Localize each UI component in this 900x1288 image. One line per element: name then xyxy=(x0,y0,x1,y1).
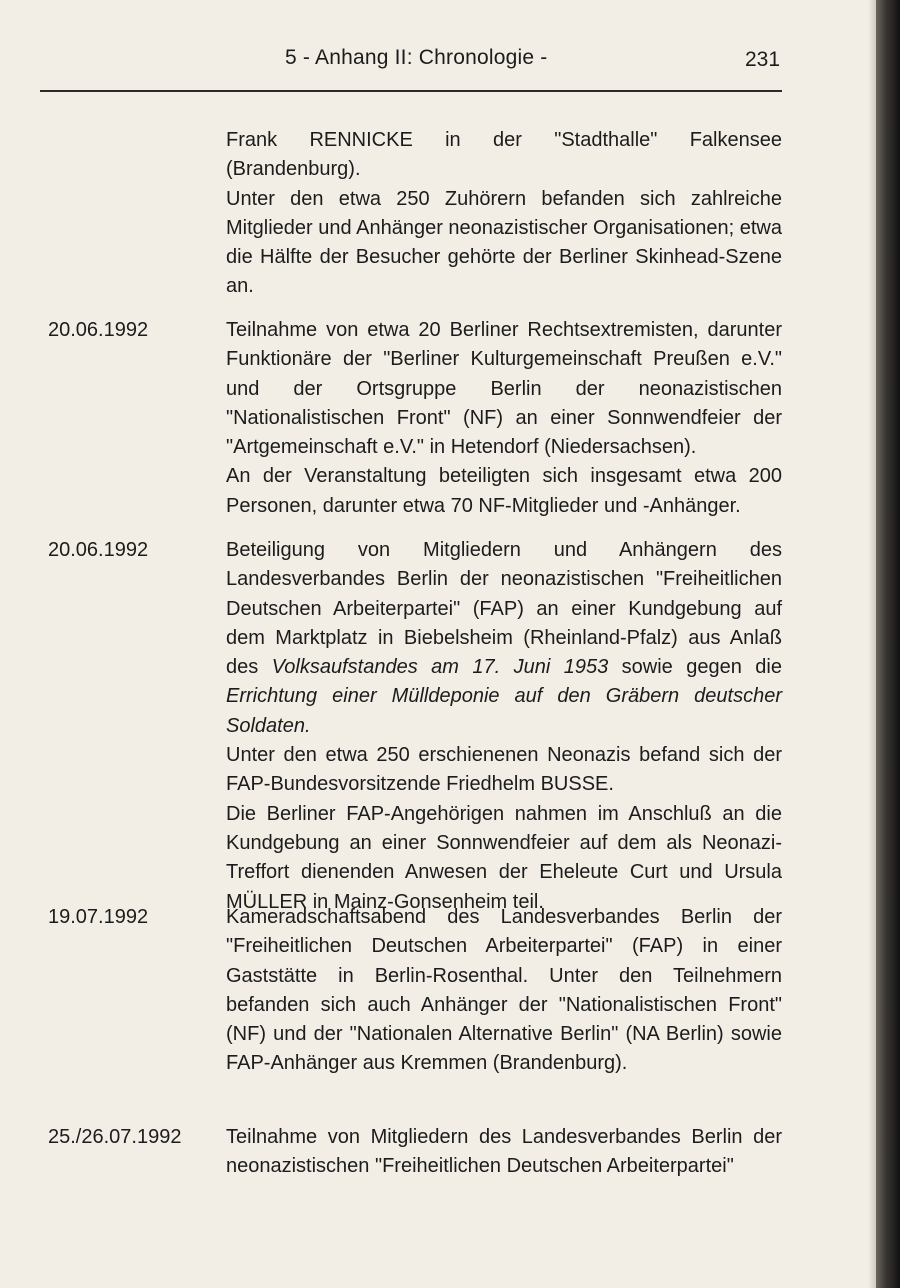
paragraph xyxy=(226,536,782,741)
entry-date: 19.07.1992 xyxy=(48,906,149,928)
running-header-title: 5 - Anhang II: Chronologie - xyxy=(285,46,548,69)
entry-text xyxy=(226,903,782,1079)
book-spine xyxy=(876,0,900,1288)
text-run: Beteiligung von Mitgliedern und Anhängern des Landesverbandes Berlin der neonazistischen "Freiheitlichen Deutschen Arbeiterpartei" (FAP) an einer Kundgebung auf dem Marktplatz in Biebelsheim (Rheinland-Pfalz) aus Anlaß des xyxy=(226,539,782,679)
entry-text-continuation xyxy=(226,126,782,302)
paragraph: Kameradschaftsabend des Landesverbandes Berlin der "Freiheitlichen Deutschen Arbeiterpartei" (FAP) in einer Gaststätte in Berlin-Rosenthal. Unter den Teilnehmern befanden sich auch Anhänger der "Nationalistischen Front" (NF) und der "Nationalen Alternative Berlin" (NA Berlin) sowie FAP-Anhänger aus Kremmen (Brandenburg). xyxy=(226,906,782,1075)
italic-text: Volksaufstandes am 17. Juni 1953 xyxy=(271,656,609,679)
entry-date: 20.06.1992 xyxy=(48,539,149,561)
entry-text xyxy=(226,316,782,521)
entry-text xyxy=(226,536,782,917)
paragraph: Frank RENNICKE in der "Stadthalle" Falkensee (Brandenburg). xyxy=(226,129,782,181)
page-number: 231 xyxy=(745,48,781,71)
entry-date: 25./26.07.1992 xyxy=(48,1126,182,1148)
paragraph: An der Veranstaltung beteiligten sich insgesamt etwa 200 Personen, darunter etwa 70 NF-Mitglieder und -Anhänger. xyxy=(226,465,782,517)
text-run: sowie gegen die xyxy=(621,656,782,679)
page-edge-shadow xyxy=(868,0,876,1288)
paragraph: Die Berliner FAP-Angehörigen nahmen im Anschluß an die Kundgebung an einer Sonnwendfeier auf dem als Neonazi-Treffort dienenden Anwesen der Eheleute Curt und Ursula MÜLLER in Mainz-Gonsenheim teil. xyxy=(226,802,782,913)
header-divider xyxy=(40,90,782,92)
paragraph: Unter den etwa 250 erschienenen Neonazis befand sich der FAP-Bundesvorsitzende Friedhelm BUSSE. xyxy=(226,744,782,796)
paragraph: Teilnahme von etwa 20 Berliner Rechtsextremisten, darunter Funktionäre der "Berliner Kulturgemeinschaft Preußen e.V." und der Ortsgruppe Berlin der neonazistischen "Nationalistischen Front" (NF) an einer Sonnwendfeier der "Artgemeinschaft e.V." in Hetendorf (Niedersachsen). xyxy=(226,319,782,459)
paragraph: Unter den etwa 250 Zuhörern befanden sich zahlreiche Mitglieder und Anhänger neonazistischer Organisationen; etwa die Hälfte der Besucher gehörte der Berliner Skinhead-Szene an. xyxy=(226,187,782,298)
italic-text: Errichtung einer Mülldeponie auf den Gräbern deutscher Soldaten. xyxy=(226,685,782,737)
entry-date: 20.06.1992 xyxy=(48,319,149,341)
paragraph: Teilnahme von Mitgliedern des Landesverbandes Berlin der neonazistischen "Freiheitlichen Deutschen Arbeiterpartei" xyxy=(226,1126,782,1178)
entry-text xyxy=(226,1123,782,1182)
